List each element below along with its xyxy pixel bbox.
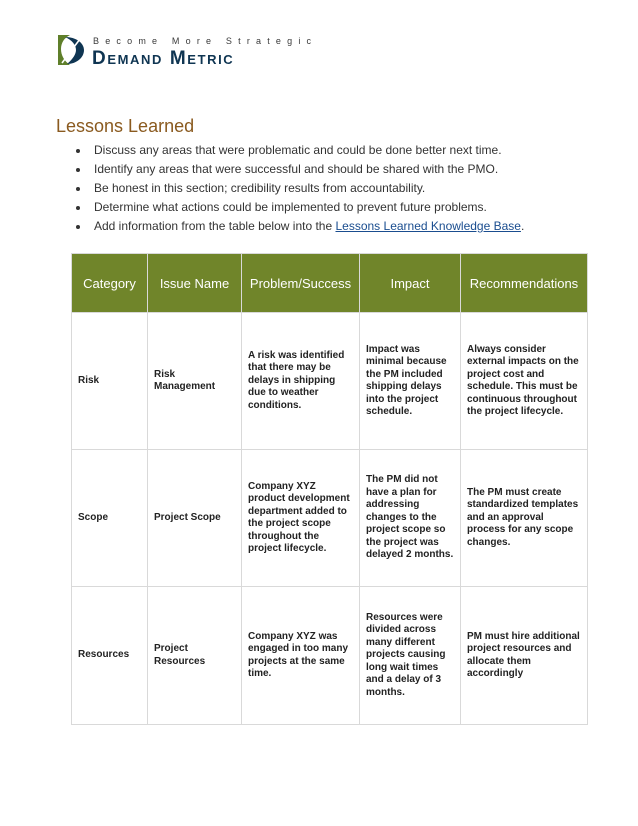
- column-header-issue-name: Issue Name: [148, 254, 242, 313]
- bullet-item: Discuss any areas that were problematic and could be done better next time.: [76, 141, 524, 160]
- cell-category: Risk: [72, 313, 148, 450]
- cell-issue-name: Risk Management: [148, 313, 242, 450]
- column-header-impact: Impact: [360, 254, 461, 313]
- bullet-text-end: .: [520, 219, 525, 233]
- bullet-item: Be honest in this section; credibility results from accountability.: [76, 179, 524, 198]
- cell-issue-name: Project Resources: [148, 587, 242, 725]
- knowledge-base-link[interactable]: Lessons Learned Knowledge Base: [335, 219, 521, 233]
- table-row: [72, 587, 588, 725]
- lessons-learned-table: [71, 253, 588, 725]
- table-header-row: [72, 254, 588, 313]
- cell-category: Scope: [72, 450, 148, 587]
- cell-recommendation: Always consider external impacts on the project cost and schedule. This must be continuous throughout the project lifecycle.: [461, 313, 588, 450]
- cell-impact: Resources were divided across many different projects causing long wait times and a delay of 3 months.: [360, 587, 461, 725]
- table-row: [72, 450, 588, 587]
- cell-problem: Company XYZ product development department added to the project scope throughout the project lifecycle.: [242, 450, 360, 587]
- logo-brand-name: Demand Metric: [92, 48, 235, 69]
- cell-issue-name: Project Scope: [148, 450, 242, 587]
- cell-problem: Company XYZ was engaged in too many projects at the same time.: [242, 587, 360, 725]
- bullet-item: [76, 217, 524, 236]
- column-header-problem-success: Problem/Success: [242, 254, 360, 313]
- cell-recommendation: The PM must create standardized templates and an approval process for any scope changes.: [461, 450, 588, 587]
- bullet-list: [76, 141, 524, 236]
- cell-category: Resources: [72, 587, 148, 725]
- logo-mark-icon: [56, 33, 86, 67]
- cell-impact: The PM did not have a plan for addressing changes to the project scope so the project was delayed 2 months.: [360, 450, 461, 587]
- demand-metric-logo: [56, 33, 316, 69]
- column-header-recommendations: Recommendations: [461, 254, 588, 313]
- logo-tagline: Become More Strategic: [93, 36, 318, 46]
- bullet-text: Add information from the table below into the: [94, 219, 336, 233]
- cell-impact: Impact was minimal because the PM included shipping delays into the project schedule.: [360, 313, 461, 450]
- bullet-item: Determine what actions could be implemented to prevent future problems.: [76, 198, 524, 217]
- bullet-item: Identify any areas that were successful and should be shared with the PMO.: [76, 160, 524, 179]
- column-header-category: Category: [72, 254, 148, 313]
- cell-recommendation: PM must hire additional project resources and allocate them accordingly: [461, 587, 588, 725]
- section-heading: Lessons Learned: [56, 115, 195, 136]
- table-row: [72, 313, 588, 450]
- cell-problem: A risk was identified that there may be delays in shipping due to weather conditions.: [242, 313, 360, 450]
